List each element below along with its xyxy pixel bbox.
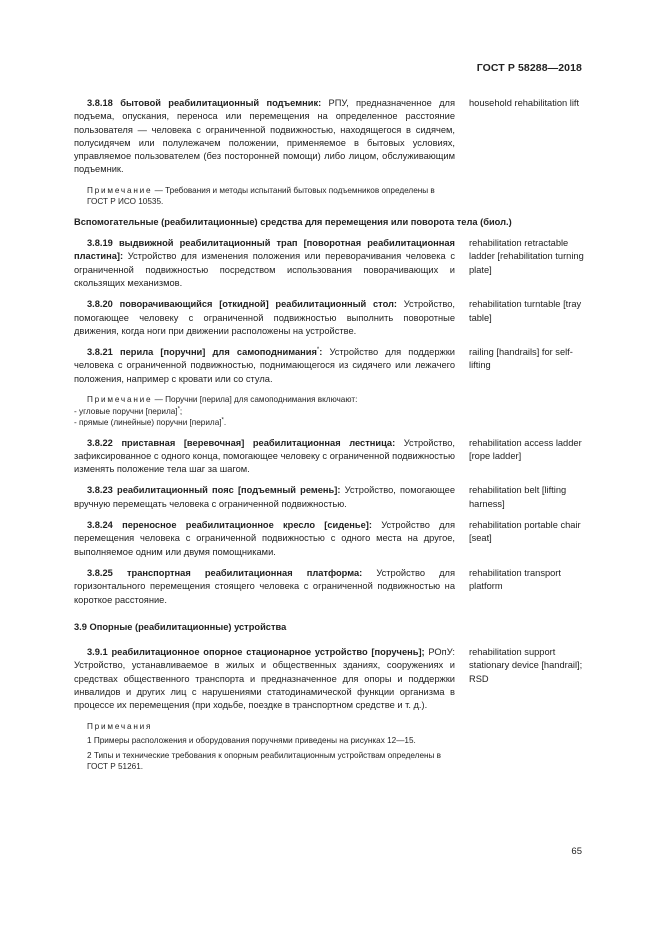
term-english: rehabilitation support stationary device [handrail]; RSD bbox=[469, 647, 583, 684]
term-english: rehabilitation turntable [tray table] bbox=[469, 299, 582, 323]
term-number: 3.8.20 bbox=[87, 299, 113, 310]
term-text: Устройство для перемещения человека с ограниченной подвижностью с одного места на другое, выполняемое одним или двумя помощниками. bbox=[74, 520, 455, 557]
note-list-suffix: ; bbox=[179, 406, 183, 416]
note-text: — Поручни [перила] для самоподнимания включают: bbox=[152, 395, 358, 405]
term-text: Устройство, помогающее человеку с ограниченной подвижностью выполнить поворотные движения, когда ноги при движении расположены на устройстве. bbox=[74, 299, 455, 336]
document-body bbox=[74, 97, 594, 781]
term-definition bbox=[74, 646, 455, 712]
note-list-item: 2 Типы и технические требования к опорным реабилитационным устройствам определены в ГОСТ Р 51261. bbox=[87, 750, 442, 772]
footnote-star: * bbox=[177, 405, 180, 412]
note-text: — Требования и методы испытаний бытовых подъемников определены в ГОСТ Р ИСО 10535. bbox=[87, 185, 435, 207]
page-number: 65 bbox=[571, 846, 582, 857]
term-english: rehabilitation transport platform bbox=[469, 567, 561, 592]
term-number: 3.9.1 bbox=[87, 647, 108, 658]
note-label: Примечания bbox=[87, 721, 153, 731]
note bbox=[74, 394, 455, 429]
term-text: Устройство, помогающее вручную перемещать человека с ограниченной подвижностью. bbox=[74, 485, 455, 509]
term-definition bbox=[74, 519, 455, 559]
term-english: rehabilitation belt [lifting harness] bbox=[469, 485, 567, 509]
note-list-item: 1 Примеры расположения и оборудования поручнями приведены на рисунках 12—15. bbox=[87, 736, 416, 746]
term-name: реабилитационное опорное стационарное устройство [поручень]; bbox=[111, 647, 425, 658]
term-english: rehabilitation portable chair [seat] bbox=[469, 520, 581, 544]
term-definition bbox=[74, 298, 455, 338]
term-number: 3.8.22 bbox=[87, 437, 113, 448]
term-entry bbox=[74, 437, 594, 477]
term-name: бытовой реабилитационный подъемник: bbox=[120, 98, 322, 108]
term-entry bbox=[74, 298, 594, 338]
term-entry bbox=[74, 97, 594, 177]
term-number: 3.8.24 bbox=[87, 520, 113, 531]
term-definition bbox=[74, 97, 455, 177]
term-text: Устройство для горизонтального перемещения стоящего человека с ограниченной подвижностью на короткое расстояние. bbox=[74, 567, 455, 605]
term-english: household rehabilitation lift bbox=[469, 98, 580, 108]
term-name: перила [поручни] для самоподнимания bbox=[120, 347, 317, 358]
term-text: Устройство для изменения положения или переворачивания человека с ограниченной подвижностью посредством использования поворачивающих и скользящих механизмов. bbox=[74, 251, 455, 288]
term-entry bbox=[74, 646, 594, 712]
term-definition bbox=[74, 237, 455, 290]
document-header: ГОСТ Р 58288—2018 bbox=[476, 62, 582, 74]
footnote-star: * bbox=[221, 417, 224, 424]
term-definition bbox=[74, 484, 455, 511]
term-name: поворачивающийся [откидной] реабилитационный стол: bbox=[119, 299, 398, 310]
term-name: выдвижной реабилитационный трап [поворотная реабилитационная пластина]: bbox=[74, 238, 455, 262]
term-name: транспортная реабилитационная платформа: bbox=[126, 567, 363, 578]
note-label: Примечание bbox=[87, 185, 153, 195]
term-entry bbox=[74, 484, 594, 511]
term-number: 3.8.25 bbox=[87, 567, 113, 578]
term-text: Устройство для поддержки человека с ограниченной подвижностью, поднимающегося из сидячего или лежачего положения, например с кровати или со стула. bbox=[74, 347, 455, 384]
note-label: Примечание bbox=[87, 395, 153, 405]
term-english: rehabilitation access ladder [rope ladder] bbox=[469, 437, 582, 461]
term-definition bbox=[74, 437, 455, 477]
term-english: rehabilitation retractable ladder [rehabilitation turning plate] bbox=[469, 238, 584, 275]
subsection-heading: Вспомогательные (реабилитационные) средства для перемещения или поворота тела (биол.) bbox=[74, 216, 512, 227]
note bbox=[74, 185, 455, 208]
term-name: переносное реабилитационное кресло [сиденье]: bbox=[122, 520, 373, 531]
term-entry bbox=[74, 519, 594, 559]
note-list-item: - угловые поручни [перила] bbox=[74, 406, 178, 416]
term-name: приставная [веревочная] реабилитационная лестница: bbox=[121, 437, 396, 448]
note-list-suffix: . bbox=[223, 418, 227, 428]
note bbox=[74, 721, 455, 773]
term-definition bbox=[74, 567, 455, 607]
term-name-suffix: : bbox=[319, 347, 323, 358]
term-text: РОпУ: Устройство, устанавливаемое в жилых и общественных зданиях, сооружениях и средствах общественного транспорта и предназначенное для опоры и поддержки инвалидов и других лиц с нарушениями статодинамической функции организма в процессе их перемещения (при ходьбе, поездке в транспортном средстве и т. д.). bbox=[74, 647, 455, 711]
term-number: 3.8.19 bbox=[87, 238, 113, 249]
term-english: railing [handrails] for self-lifting bbox=[469, 347, 573, 371]
term-text: РПУ, предназначенное для подъема, опускания, переноса или перемещения на определенное расстояние пользователя — человека с ограниченной подвижностью, находящегося в сидячем, полусидячем или полулежачем положении, применяемое в бытовых условиях, управляемое пользователем (без посторонней помощи) либо лицом, обслуживающим подъемник. bbox=[74, 98, 455, 175]
term-definition bbox=[74, 346, 455, 386]
term-number: 3.8.18 bbox=[87, 98, 113, 108]
term-number: 3.8.21 bbox=[87, 347, 113, 358]
term-entry bbox=[74, 567, 594, 607]
term-number: 3.8.23 bbox=[87, 485, 113, 496]
section-heading: 3.9 Опорные (реабилитационные) устройства bbox=[74, 621, 287, 632]
footnote-star: * bbox=[316, 347, 320, 354]
note-list-item: - прямые (линейные) поручни [перила] bbox=[74, 418, 222, 428]
term-name: реабилитационный пояс [подъемный ремень]: bbox=[117, 485, 341, 496]
term-entry bbox=[74, 346, 594, 386]
term-text: Устройство, зафиксированное с одного конца, помогающее человеку с ограниченной подвижностью изменять положение тела шаг за шагом. bbox=[74, 437, 455, 475]
term-entry bbox=[74, 237, 594, 290]
